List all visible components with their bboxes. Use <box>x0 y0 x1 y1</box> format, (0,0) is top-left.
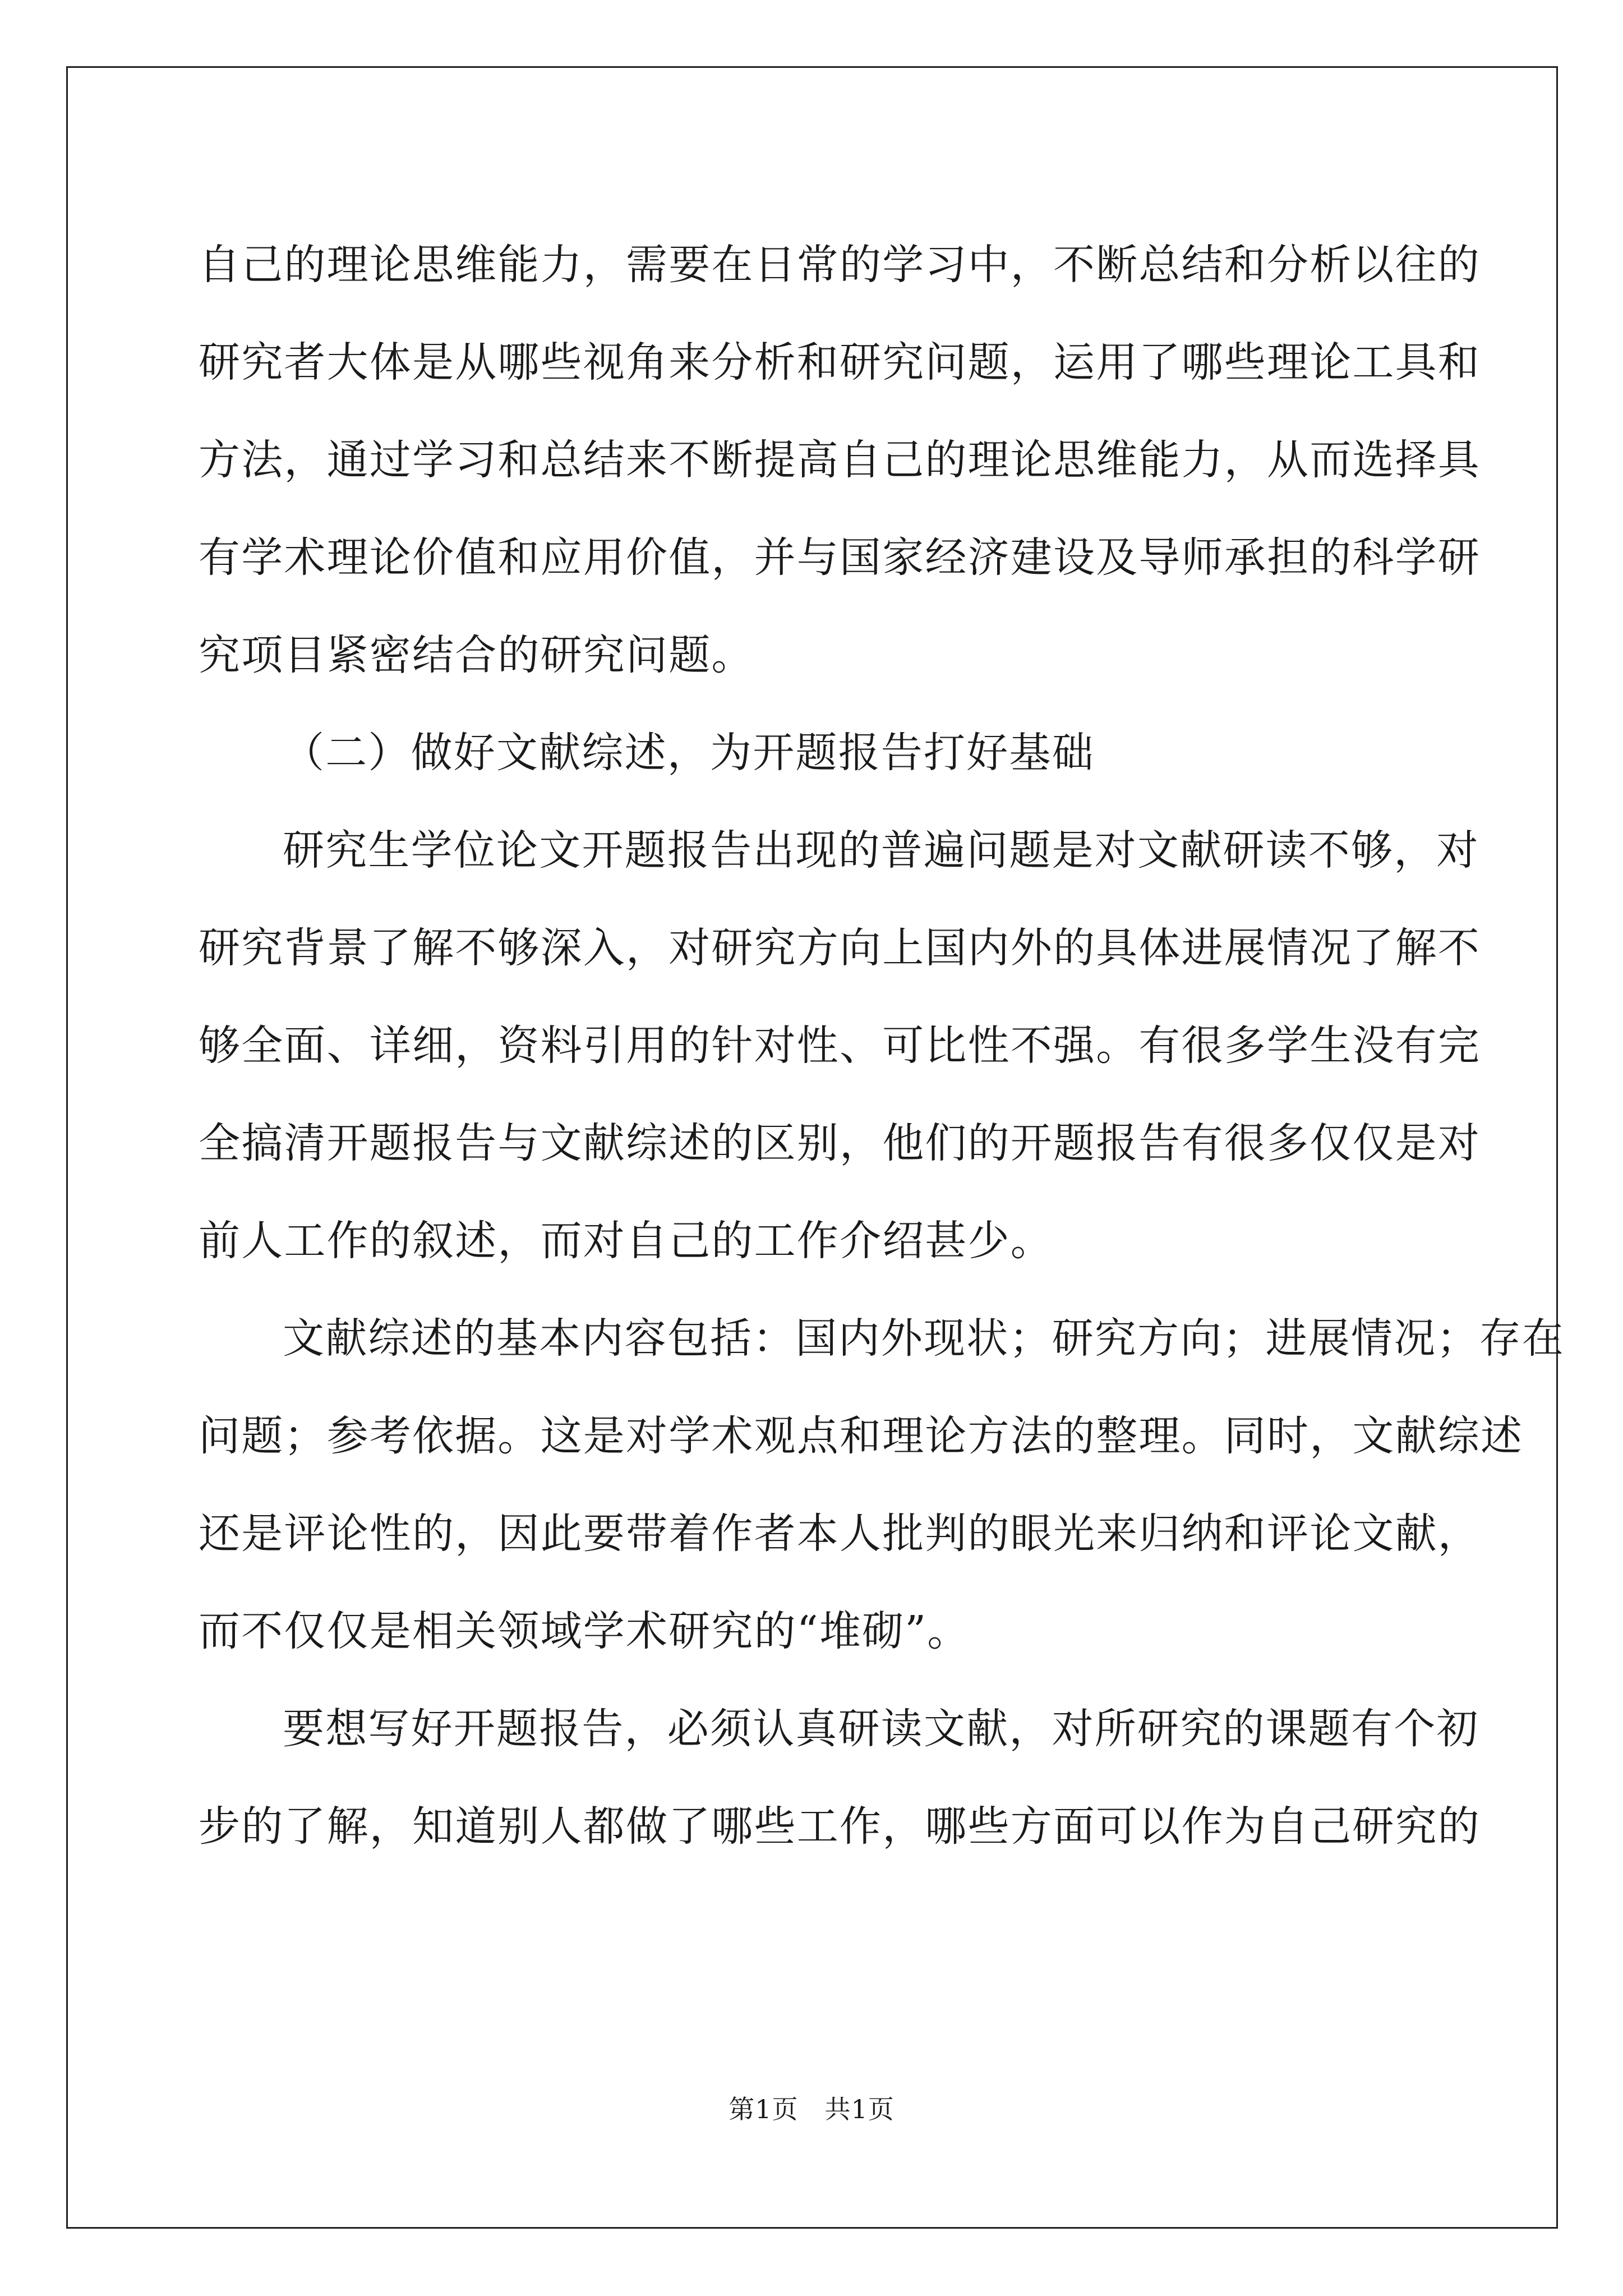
paragraph-3 <box>199 1290 1565 1680</box>
page-number-footer: 第1页 共1页 <box>728 2094 895 2124</box>
text-line: 研究背景了解不够深入，对研究方向上国内外的具体进展情况了解不 <box>199 924 1481 972</box>
text-line: 有学术理论价值和应用价值，并与国家经济建设及导师承担的科学研 <box>199 533 1481 582</box>
text-line: 而不仅仅是相关领域学术研究的“堆砌”。 <box>199 1607 970 1655</box>
text-line: 方法，通过学习和总结来不断提高自己的理论思维能力，从而选择具 <box>199 436 1481 484</box>
paragraph-2 <box>199 802 1481 1290</box>
text-line: 究项目紧密结合的研究问题。 <box>199 631 754 679</box>
heading-text: （二）做好文献综述，为开题报告打好基础 <box>283 729 1095 777</box>
text-line: 研究生学位论文开题报告出现的普遍问题是对文献研读不够，对 <box>283 826 1479 875</box>
paragraph-1 <box>199 216 1481 704</box>
text-line: 全搞清开题报告与文献综述的区别，他们的开题报告有很多仅仅是对 <box>199 1119 1481 1167</box>
text-line: 步的了解，知道别人都做了哪些工作，哪些方面可以作为自己研究的 <box>199 1802 1481 1851</box>
text-line: 够全面、详细，资料引用的针对性、可比性不强。有很多学生没有完 <box>199 1022 1481 1070</box>
text-line: 前人工作的叙述，而对自己的工作介绍甚少。 <box>199 1217 1053 1265</box>
text-line: 问题；参考依据。这是对学术观点和理论方法的整理。同时，文献综述 <box>199 1412 1524 1460</box>
text-line: 还是评论性的，因此要带着作者本人批判的眼光来归纳和评论文献， <box>199 1510 1481 1558</box>
document-body <box>199 216 1565 1875</box>
paragraph-4 <box>199 1680 1481 1875</box>
text-line: 要想写好开题报告，必须认真研读文献，对所研究的课题有个初 <box>283 1705 1479 1753</box>
section-heading <box>199 704 1424 802</box>
text-line: 自己的理论思维能力，需要在日常的学习中，不断总结和分析以往的 <box>199 241 1481 289</box>
text-line: 文献综述的基本内容包括：国内外现状；研究方向；进展情况；存在 <box>283 1314 1565 1363</box>
text-line: 研究者大体是从哪些视角来分析和研究问题，运用了哪些理论工具和 <box>199 338 1481 386</box>
